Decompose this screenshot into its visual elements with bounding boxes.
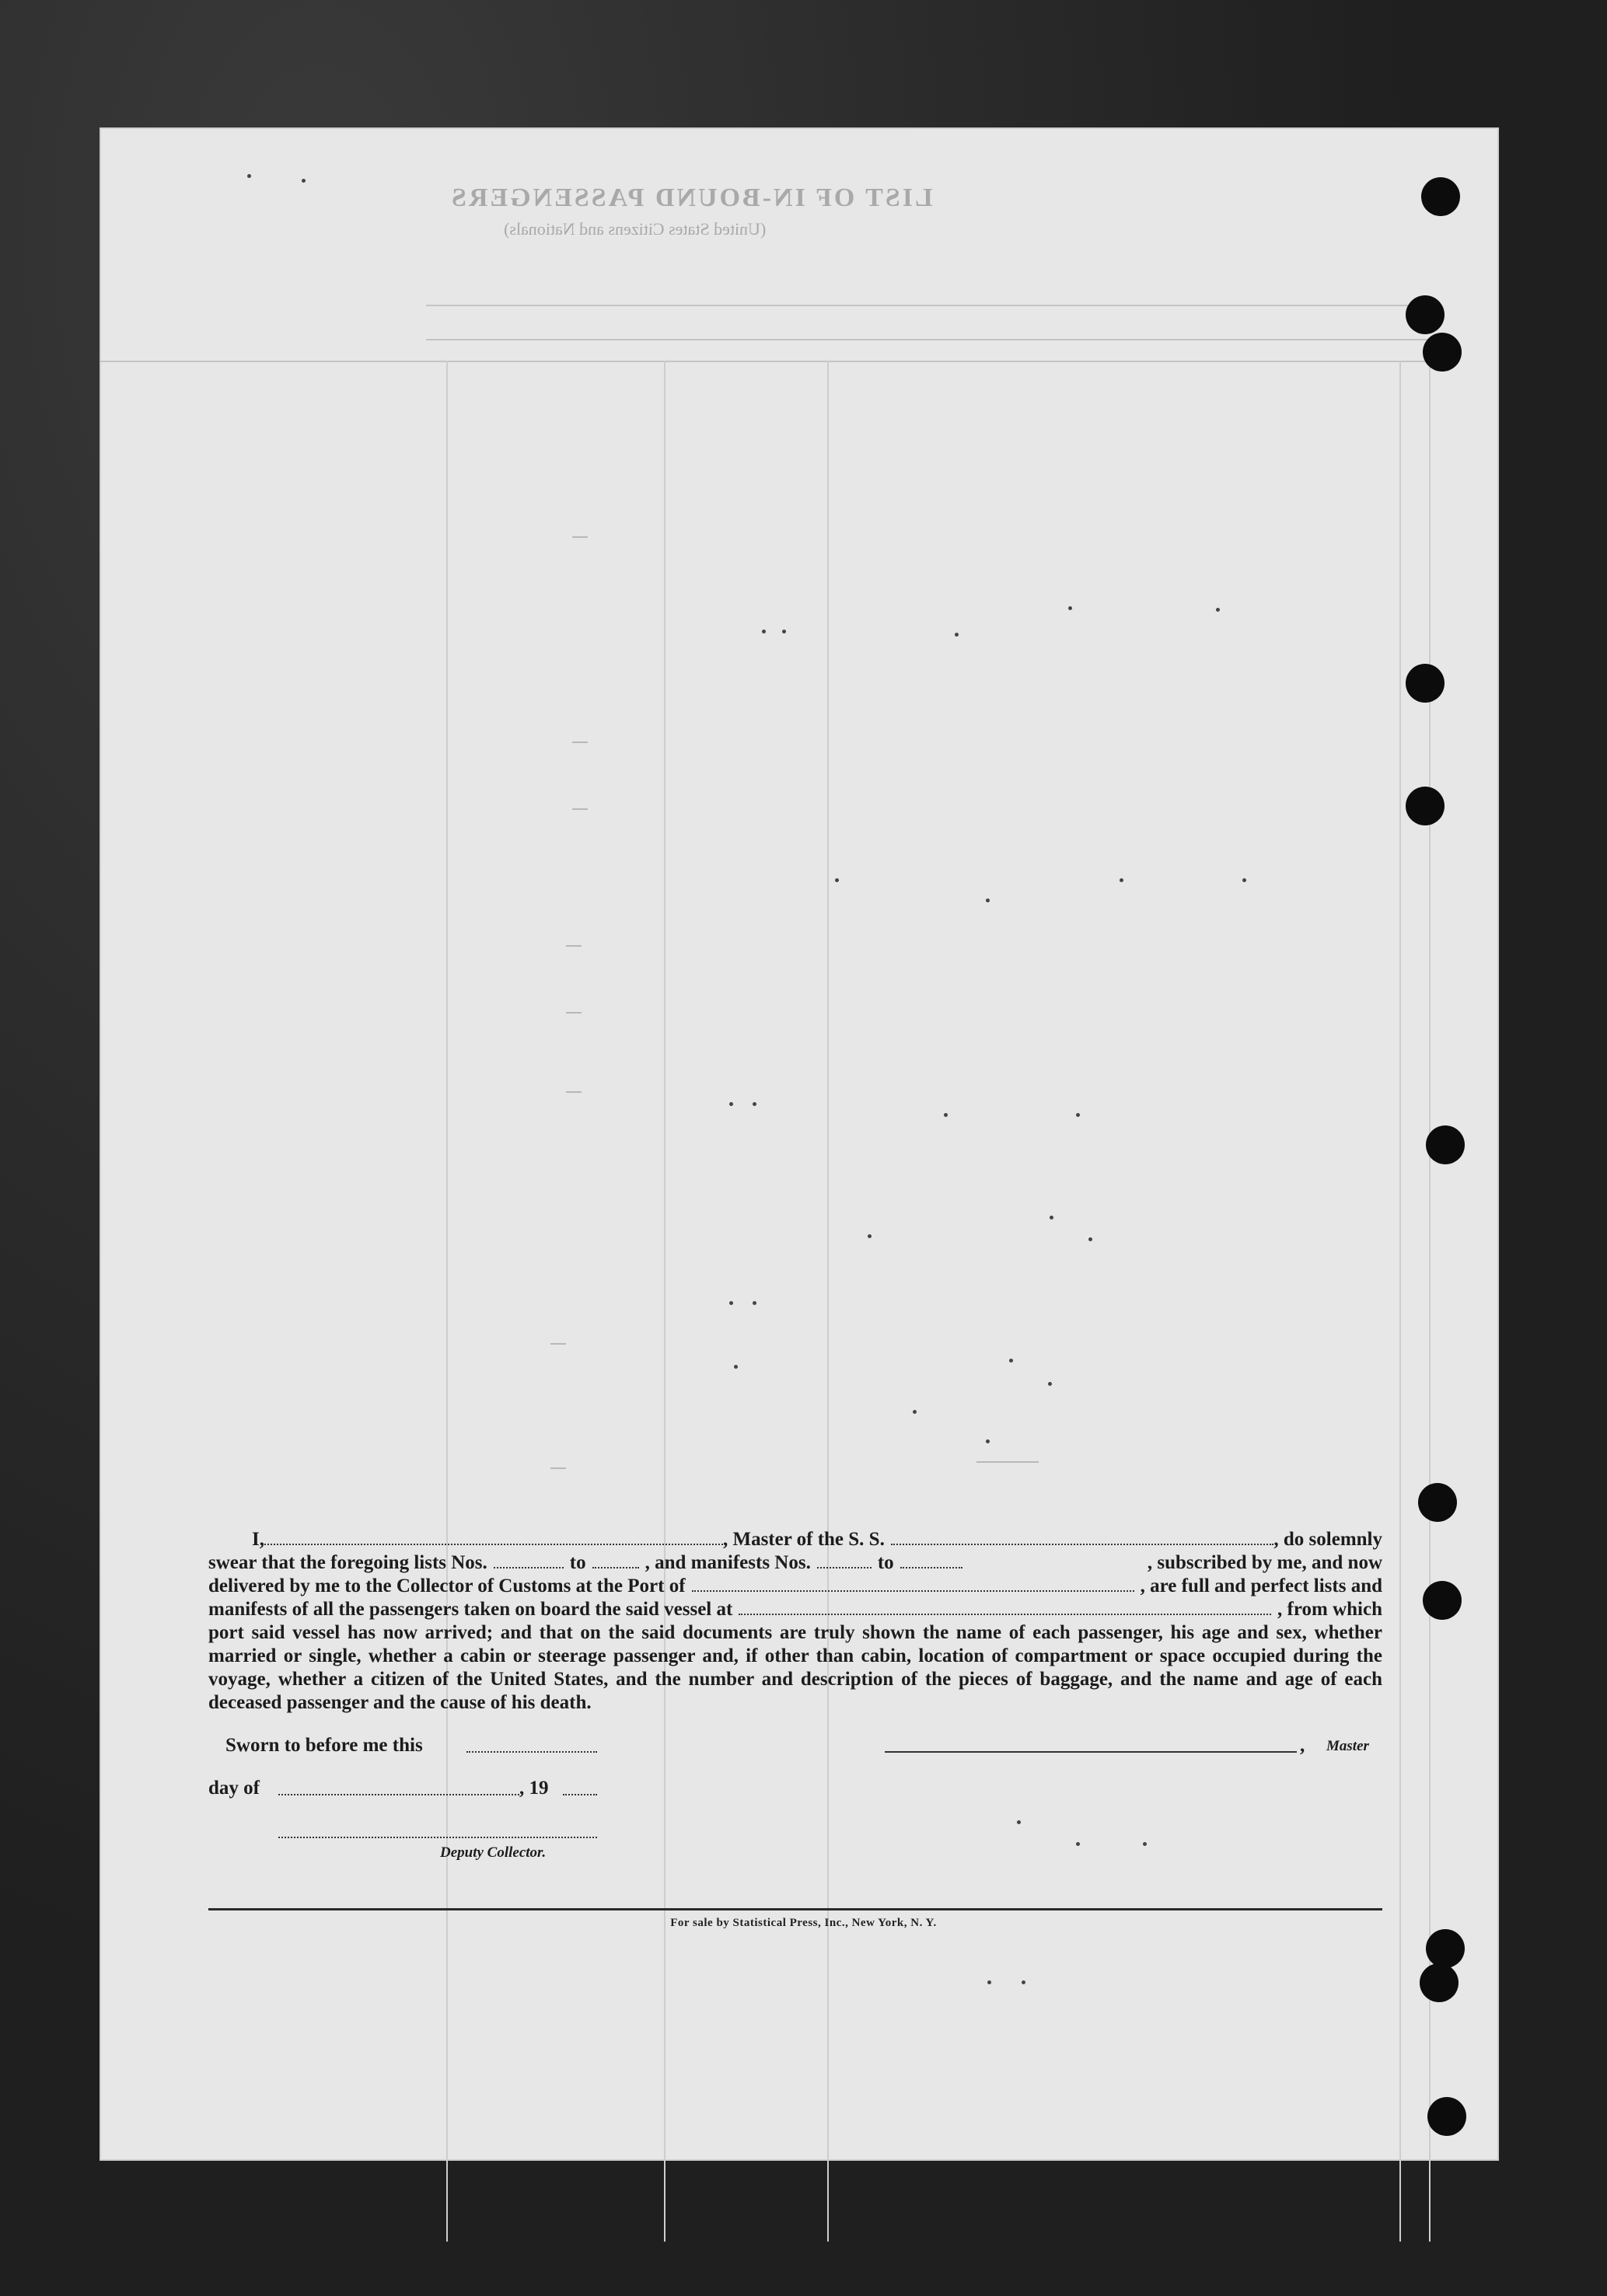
punch-hole bbox=[1423, 333, 1462, 372]
ink-speck bbox=[729, 1301, 733, 1305]
list-to-field[interactable] bbox=[592, 1551, 639, 1568]
ghost-dash bbox=[566, 1091, 582, 1093]
ink-speck bbox=[1088, 1237, 1092, 1241]
ink-speck bbox=[1048, 1382, 1052, 1386]
manifest-to-field[interactable] bbox=[900, 1551, 962, 1568]
manifest-from-field[interactable] bbox=[817, 1551, 872, 1568]
ink-speck bbox=[753, 1301, 756, 1305]
ghost-column bbox=[664, 361, 666, 2242]
ghost-column bbox=[446, 361, 448, 2242]
ghost-rule bbox=[100, 361, 1437, 362]
ink-speck bbox=[782, 630, 786, 633]
ink-speck bbox=[1022, 1980, 1025, 1984]
printer-imprint: For sale by Statistical Press, Inc., New York, N. Y. bbox=[670, 1917, 937, 1929]
day-of-field[interactable] bbox=[278, 1793, 519, 1795]
ghost-dash bbox=[976, 1461, 1039, 1463]
ink-speck bbox=[1009, 1359, 1013, 1363]
oath-line-2: swear that the foregoing lists Nos. to , and manifests Nos. to , subscribed by me, and now bbox=[208, 1552, 1382, 1573]
punch-hole bbox=[1406, 295, 1445, 334]
master-label: Master bbox=[1326, 1738, 1369, 1754]
ghost-rule bbox=[426, 339, 1437, 340]
oath-line-1: I, , Master of the S. S. , do solemnly bbox=[252, 1529, 1382, 1550]
ink-speck bbox=[762, 630, 766, 633]
punch-hole bbox=[1420, 1963, 1459, 2002]
deputy-signature-line[interactable] bbox=[278, 1836, 597, 1838]
ink-speck bbox=[729, 1102, 733, 1106]
ink-speck bbox=[1076, 1113, 1080, 1117]
master-signature-comma: , bbox=[1300, 1735, 1305, 1756]
punch-hole bbox=[1426, 1929, 1465, 1968]
ghost-column bbox=[827, 361, 829, 2242]
punch-hole bbox=[1426, 1125, 1465, 1164]
sworn-day-field[interactable] bbox=[466, 1750, 597, 1753]
oath-body: port said vessel has now arrived; and that on the said documents are truly shown the name of each passenger, his age and sex, whether married or single, whether a cabin or steerage passenger and, if other than cabin, location of compartment or space occupied during the voyage, whether a citizen of the United States, and the number and description of the pieces of baggage, and the name and age of each deceased passenger and the cause of his death. bbox=[208, 1622, 1382, 1713]
ghost-title: LIST OF IN-BOUND PASSENGERS bbox=[449, 183, 933, 212]
ink-speck bbox=[913, 1410, 917, 1414]
ghost-dash bbox=[550, 1343, 566, 1345]
ink-speck bbox=[753, 1102, 756, 1106]
ink-speck bbox=[1076, 1842, 1080, 1846]
ink-speck bbox=[1143, 1842, 1147, 1846]
deputy-collector-label: Deputy Collector. bbox=[440, 1844, 547, 1861]
ghost-dash bbox=[566, 945, 582, 947]
master-signature-line[interactable] bbox=[885, 1750, 1297, 1753]
ghost-dash bbox=[572, 536, 588, 538]
year-field[interactable] bbox=[563, 1793, 597, 1795]
punch-hole bbox=[1421, 177, 1460, 216]
ghost-dash bbox=[550, 1467, 566, 1469]
ink-speck bbox=[987, 1980, 991, 1984]
punch-hole bbox=[1406, 664, 1445, 703]
master-name-field[interactable] bbox=[264, 1528, 723, 1545]
ink-speck bbox=[247, 174, 251, 178]
ghost-subtitle: (United States Citizens and Nationals) bbox=[504, 219, 767, 239]
oath-line-4: manifests of all the passengers taken on board the said vessel at , from which bbox=[208, 1599, 1382, 1620]
ink-speck bbox=[986, 1439, 990, 1443]
port-field[interactable] bbox=[692, 1575, 1134, 1592]
ink-speck bbox=[955, 633, 959, 637]
list-from-field[interactable] bbox=[494, 1551, 564, 1568]
ink-speck bbox=[835, 878, 839, 882]
ink-speck bbox=[1017, 1820, 1021, 1824]
manifest-page bbox=[100, 127, 1499, 2161]
vessel-name-field[interactable] bbox=[891, 1528, 1274, 1545]
ink-speck bbox=[868, 1234, 872, 1238]
punch-hole bbox=[1423, 1581, 1462, 1620]
punch-hole bbox=[1418, 1483, 1457, 1522]
punch-hole bbox=[1427, 2097, 1466, 2136]
ink-speck bbox=[1068, 606, 1072, 610]
master-oath bbox=[208, 1528, 1382, 1715]
sworn-label: Sworn to before me this bbox=[225, 1735, 423, 1756]
ghost-dash bbox=[572, 808, 588, 810]
ghost-rule bbox=[426, 305, 1437, 306]
ghost-dash bbox=[572, 741, 588, 743]
year-prefix: , 19 bbox=[519, 1778, 549, 1799]
ink-speck bbox=[734, 1365, 738, 1369]
ghost-dash bbox=[566, 1012, 582, 1014]
ink-speck bbox=[1120, 878, 1123, 882]
ink-speck bbox=[302, 179, 306, 183]
oath-line-3: delivered by me to the Collector of Customs at the Port of , are full and perfect lists and bbox=[208, 1575, 1382, 1596]
day-of-label: day of bbox=[208, 1778, 260, 1799]
footer-rule bbox=[208, 1908, 1382, 1910]
ink-speck bbox=[1050, 1216, 1053, 1220]
ink-speck bbox=[1216, 608, 1220, 612]
departure-port-field[interactable] bbox=[739, 1598, 1271, 1615]
ink-speck bbox=[1242, 878, 1246, 882]
ghost-column bbox=[1399, 361, 1401, 2242]
ink-speck bbox=[986, 899, 990, 902]
punch-hole bbox=[1406, 787, 1445, 825]
ink-speck bbox=[944, 1113, 948, 1117]
